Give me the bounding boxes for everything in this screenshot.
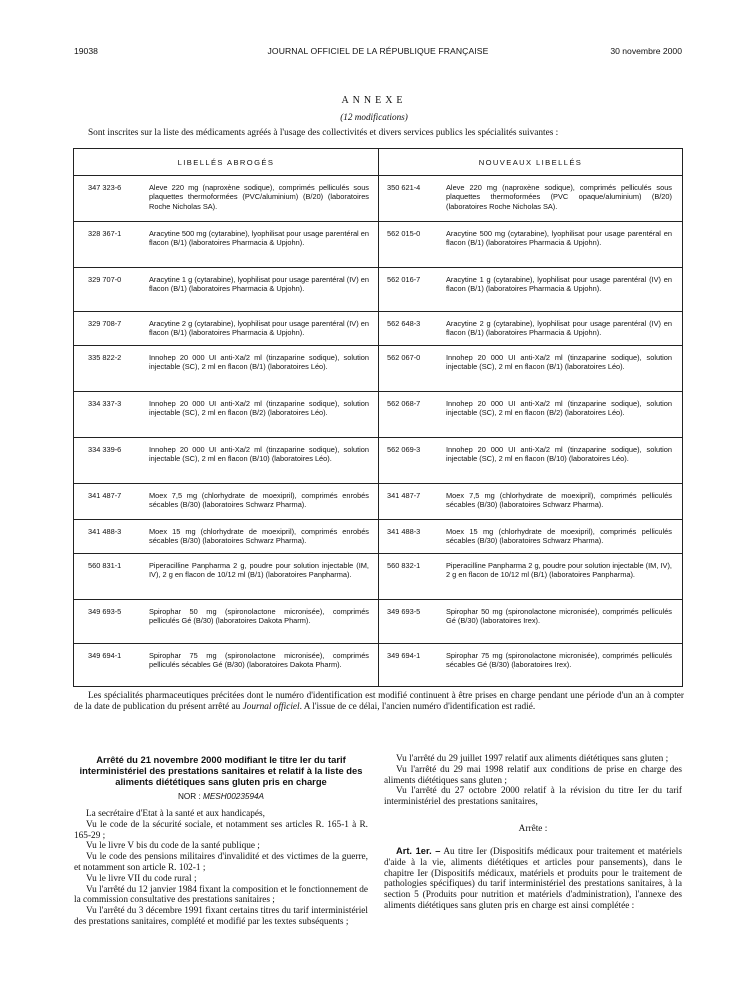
visa-paragraph: Vu le livre V bis du code de la santé publique ; [86,841,260,852]
page-header [74,46,682,60]
journal-title: JOURNAL OFFICIEL DE LA RÉPUBLIQUE FRANÇAISE [267,46,489,56]
new-code: 341 487-7 [387,491,421,500]
new-code: 562 069-3 [387,445,421,454]
old-code: 341 487-7 [88,491,122,500]
old-code: 341 488-3 [88,527,122,536]
new-code: 349 694-1 [387,651,421,660]
new-label: Aracytine 2 g (cytarabine), lyophilisat pour usage parentéral (IV) en flacon (B/1) (laboratoires Pharmacia & Upjohn). [446,319,672,338]
visa-paragraph: Vu l'arrêté du 12 janvier 1984 fixant la composition et le fonctionnement de la commission consultative des prestations sanitaires ; [74,884,369,906]
old-code: 349 694-1 [88,651,122,660]
arrete-heading: Arrête : [518,823,548,834]
table-row [74,311,682,346]
old-code: 334 339-6 [88,445,122,454]
table-row [74,643,682,686]
page-number: 19038 [74,46,98,56]
header-old-labels: LIBELLÉS ABROGÉS [177,158,275,167]
note-text-start: Les spécialités pharmaceutiques précitées dont le numéro d'identification est modifié continuent à être prises en charge pendant une période d'un an à compter de la date de publication du présent arrêté au [74,691,684,712]
new-label: Moex 15 mg (chlorhydrate de moexipril), comprimés pelliculés sécables (B/30) (laboratoires Schwarz Pharma). [446,527,672,546]
old-code: 347 323-6 [88,183,122,192]
table-row [74,267,682,312]
new-label: Innohep 20 000 UI anti-Xa/2 ml (tinzaparine sodique), solution injectable (SC), 2 ml en flacon (B/10) (laboratoires Léo). [446,445,672,464]
old-label: Innohep 20 000 UI anti-Xa/2 ml (tinzaparine sodique), solution injectable (SC), 2 ml en flacon (B/2) (laboratoires Léo). [149,399,369,418]
old-code: 334 337-3 [88,399,122,408]
annexe-intro: Sont inscrites sur la liste des médicaments agréés à l'usage des collectivités et divers services publics les spécialités suivantes : [88,128,559,138]
visa-paragraph: Vu le livre VII du code rural ; [86,873,197,884]
note-text-end: . A l'issue de ce délai, l'ancien numéro d'identification est radié. [299,702,536,712]
old-label: Moex 15 mg (chlorhydrate de moexipril), comprimés enrobés sécables (B/30) (laboratoires Schwarz Pharma). [149,527,369,546]
table-row [74,175,682,222]
old-label: Moex 7,5 mg (chlorhydrate de moexipril), comprimés enrobés sécables (B/30) (laboratoires Schwarz Pharma). [149,491,369,510]
table-row [74,345,682,392]
table-row [74,599,682,644]
table-row [74,483,682,520]
article-text: Au titre Ier (Dispositifs médicaux pour traitement et matériels d'aide à la vie, aliments diététiques et articles pour pansements), dans le chapitre Ier (Dispositifs médicaux, matériels et produits pour le traitement de pathologies spécifiques) du tarif interministériel des prestations sanitaires, à la section 5 (Produits pour nutrition et matériels d'administration), l'annexe des aliments diététiques sans gluten pris en charge est ainsi complétée : [384,846,682,911]
new-label: Innohep 20 000 UI anti-Xa/2 ml (tinzaparine sodique), solution injectable (SC), 2 ml en flacon (B/2) (laboratoires Léo). [446,399,672,418]
article-1 [384,846,682,912]
table-header [74,149,682,176]
old-code: 349 693-5 [88,607,122,616]
visa-paragraph: Vu l'arrêté du 29 juillet 1997 relatif aux aliments diététiques sans gluten ; [396,754,669,764]
table-row [74,437,682,484]
new-label: Aleve 220 mg (naproxène sodique), comprimés pelliculés sous plaquettes thermoformées (PVC opaque/aluminium) (B/20) (laboratoires Roche Nicholas SA). [446,183,672,211]
old-code: 335 822-2 [88,353,122,362]
new-code: 562 068-7 [387,399,421,408]
annexe-subtitle: (12 modifications) [340,112,408,122]
new-code: 350 621-4 [387,183,421,192]
new-code: 562 067-0 [387,353,421,362]
old-code: 328 367-1 [88,229,122,238]
old-label: Piperacilline Panpharma 2 g, poudre pour solution injectable (IM, IV), 2 g en flacon de 10/12 ml (B/1) (laboratoires Panpharma). [149,561,369,580]
annexe-title: ANNEXE [341,95,407,106]
transition-note [74,691,684,713]
new-label: Aracytine 500 mg (cytarabine), lyophilisat pour usage parentéral en flacon (B/1) (laboratoires Pharmacia & Upjohn). [446,229,672,248]
visa-paragraph: Vu l'arrêté du 29 mai 1998 relatif aux conditions de prise en charge des aliments diététiques sans gluten ; [384,764,682,786]
old-label: Aracytine 500 mg (cytarabine), lyophilisat pour usage parentéral en flacon (B/1) (laboratoires Pharmacia & Upjohn). [149,229,369,248]
visa-paragraph: Vu le code des pensions militaires d'invalidité et des victimes de la guerre, et notamment son article R. 102-1 ; [74,852,368,873]
table-row [74,221,682,268]
new-code: 560 832-1 [387,561,421,570]
medications-table [73,148,683,687]
table-row [74,553,682,600]
visa-paragraph: Vu le code de la sécurité sociale, et notamment ses articles R. 165-1 à R. 165-29 ; [74,819,368,841]
table-row [74,391,682,438]
new-label: Moex 7,5 mg (chlorhydrate de moexipril), comprimés pelliculés sécables (B/30) (laboratoires Schwarz Pharma). [446,491,672,510]
old-label: Spirophar 50 mg (spironolactone micronisée), comprimés pelliculés Gé (B/30) (laboratoires Dakota Pharm). [149,607,369,626]
visa-paragraph: Vu l'arrêté du 3 décembre 1991 fixant certains titres du tarif interministériel des prestations sanitaires, complété et modifié par les textes subséquents ; [74,906,368,927]
new-code: 562 015-0 [387,229,421,238]
new-label: Aracytine 1 g (cytarabine), lyophilisat pour usage parentéral (IV) en flacon (B/1) (laboratoires Pharmacia & Upjohn). [446,275,672,294]
new-code: 562 016-7 [387,275,421,284]
old-label: Aleve 220 mg (naproxène sodique), comprimés pelliculés sous plaquettes thermoformées (PVC/aluminium) (B/20) (laboratoires Roche Nicholas SA). [149,183,369,211]
arrete-right-column [384,754,682,912]
old-code: 329 708-7 [88,319,122,328]
publication-date: 30 novembre 2000 [610,46,682,56]
nor-reference [74,792,368,801]
table-row [74,519,682,554]
new-label: Spirophar 75 mg (spironolactone micronisée), comprimés pelliculés sécables Gé (B/30) (laboratoires Irex). [446,651,672,670]
visa-paragraph: Vu l'arrêté du 27 octobre 2000 relatif à la révision du titre Ier du tarif interministériel des prestations sanitaires, [384,786,682,808]
new-code: 562 648-3 [387,319,421,328]
nor-code: MESH0023594A [203,792,265,801]
article-label: Art. 1er. – [396,845,441,856]
new-code: 341 488-3 [387,527,421,536]
old-code: 329 707-0 [88,275,122,284]
old-label: Innohep 20 000 UI anti-Xa/2 ml (tinzaparine sodique), solution injectable (SC), 2 ml en flacon (B/1) (laboratoires Léo). [149,353,369,372]
arrete-title: Arrêté du 21 novembre 2000 modifiant le titre Ier du tarif interministériel des prestations sanitaires et relatif à la liste des aliments diététiques sans gluten pris en charge [79,754,363,787]
new-label: Spirophar 50 mg (spironolactone micronisée), comprimés pelliculés Gé (B/30) (laboratoires Irex). [446,607,672,626]
visa-paragraph: La secrétaire d'Etat à la santé et aux handicapés, [86,809,265,819]
old-label: Spirophar 75 mg (spironolactone micronisée), comprimés pelliculés sécables Gé (B/30) (laboratoires Dakota Pharm). [149,651,369,670]
header-new-labels: NOUVEAUX LIBELLÉS [478,158,583,167]
new-label: Innohep 20 000 UI anti-Xa/2 ml (tinzaparine sodique), solution injectable (SC), 2 ml en flacon (B/1) (laboratoires Léo). [446,353,672,372]
new-label: Piperacilline Panpharma 2 g, poudre pour solution injectable (IM, IV), 2 g en flacon de 10/12 ml (B/1) (laboratoires Panpharma). [446,561,672,580]
arrete-left-column [74,754,368,928]
old-label: Innohep 20 000 UI anti-Xa/2 ml (tinzaparine sodique), solution injectable (SC), 2 ml en flacon (B/10) (laboratoires Léo). [149,445,369,464]
old-code: 560 831-1 [88,561,122,570]
nor-label: NOR : [177,792,201,801]
old-label: Aracytine 2 g (cytarabine), lyophilisat pour usage parentéral (IV) en flacon (B/1) (laboratoires Pharmacia & Upjohn). [149,319,369,338]
note-journal-link: Journal officiel [242,702,300,712]
old-label: Aracytine 1 g (cytarabine), lyophilisat pour usage parentéral (IV) en flacon (B/1) (laboratoires Pharmacia & Upjohn). [149,275,369,294]
new-code: 349 693-5 [387,607,421,616]
